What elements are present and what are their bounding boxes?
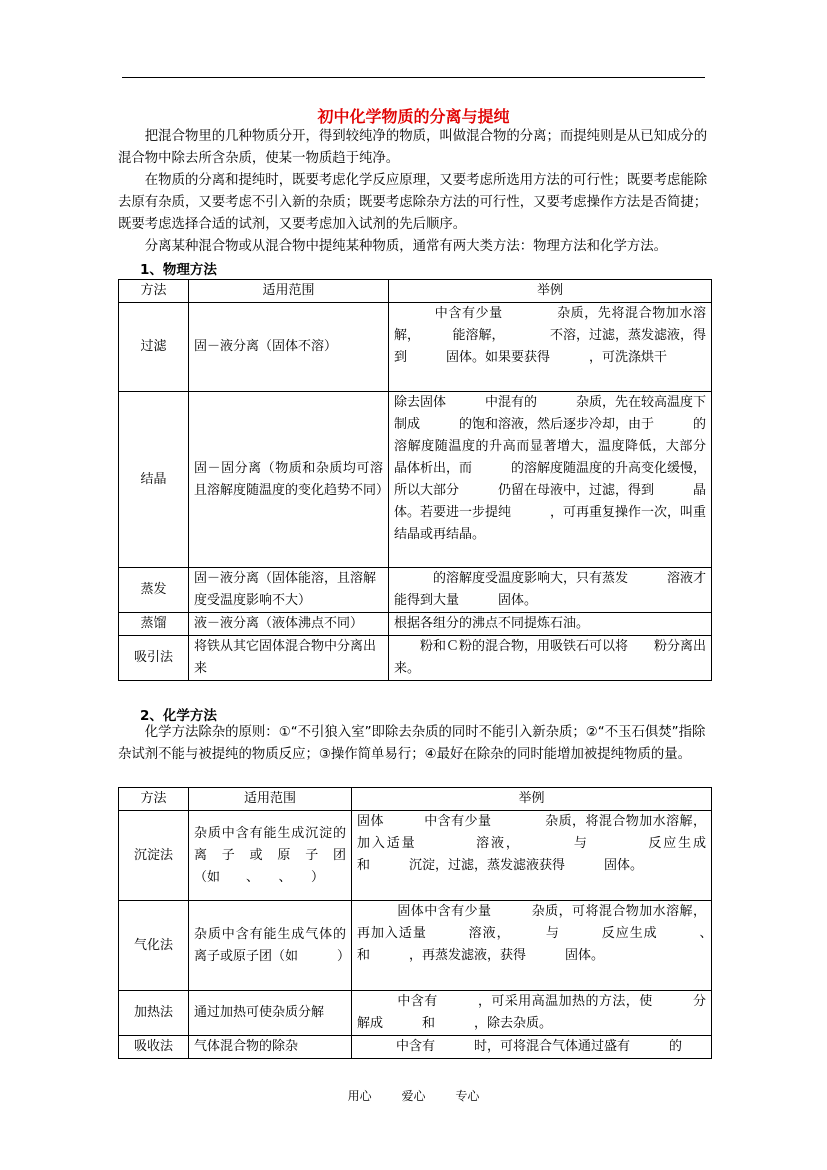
intro-paragraph-3: 分离某种混合物或从混合物中提纯某种物质，通常有两大类方法：物理方法和化学方法。: [144, 239, 668, 254]
example-cell: 中含有 ，可采用高温加热的方法，使 分解成 和 ，除去杂质。: [352, 991, 712, 1036]
table-row: [119, 568, 712, 613]
method-cell: 蒸馏: [119, 613, 189, 636]
example-cell: 中含有 时，可将混合气体通过盛有 的: [352, 1036, 712, 1059]
physical-methods-table: [118, 279, 746, 681]
method-cell: 加热法: [119, 991, 189, 1036]
scope-cell: 气体混合物的除杂: [189, 1036, 352, 1059]
header-example: 举例: [352, 788, 712, 811]
method-cell: 气化法: [119, 901, 189, 991]
header-scope: 适用范围: [189, 788, 352, 811]
table-row: [119, 392, 712, 568]
header-method: 方法: [119, 788, 189, 811]
page-title: 初中化学物质的分离与提纯: [317, 107, 510, 126]
table-row: [119, 303, 712, 392]
scope-cell: 杂质中含有能生成气体的离子或原子团（如 ）: [189, 901, 352, 991]
table-header-row: [119, 788, 712, 811]
footer-text-2: 爱心: [401, 1089, 426, 1103]
method-cell: 蒸发: [119, 568, 189, 613]
table-row: [119, 613, 712, 636]
example-cell: 粉和Ｃ粉的混合物，用吸铁石可以将 粉分离出来。: [389, 636, 712, 681]
table-row: [119, 991, 712, 1036]
example-cell: 中含有少量 杂质，先将混合物加水溶解， 能溶解， 不溶，过滤，蒸发滤液，得到 固体。如果要获得 ，可洗涤烘干: [389, 303, 712, 392]
section-heading-chemical: 2、化学方法: [140, 708, 217, 724]
scope-cell: 固－液分离（固体能溶，且溶解度受温度影响不大）: [189, 568, 389, 613]
table-header-row: [119, 280, 712, 303]
table-row: [119, 1036, 712, 1059]
table-row: [119, 811, 712, 901]
header-method: 方法: [119, 280, 189, 303]
header-example: 举例: [389, 280, 712, 303]
header-scope: 适用范围: [189, 280, 389, 303]
footer-text-3: 专心: [455, 1089, 480, 1103]
chemical-principle-paragraph: 化学方法除杂的原则：①“不引狼入室”即除去杂质的同时不能引入新杂质；②“不玉石俱焚”指除杂试剂不能与被提纯的物质反应；③操作简单易行；④最好在除杂的同时能增加被提纯物质的量。: [118, 725, 706, 762]
scope-cell: 固－液分离（固体不溶）: [189, 303, 389, 392]
example-cell: 固体中含有少量 杂质，可将混合物加水溶解，再加入适量 溶液， 与 反应生成 、 和 ，再蒸发滤液，获得 固体。: [352, 901, 712, 991]
page-footer: [0, 1087, 827, 1104]
intro-paragraph-1: 把混合物里的几种物质分开，得到较纯净的物质，叫做混合物的分离；而提纯则是从已知成分的混合物中除去所含杂质，使某一物质趋于纯净。: [118, 129, 708, 166]
scope-cell: 杂质中含有能生成沉淀的离子或原子团（如 、 、 ）: [189, 811, 352, 901]
header-rule: [122, 77, 705, 78]
table-row: [119, 901, 712, 991]
method-cell: 吸收法: [119, 1036, 189, 1059]
scope-cell: 固－固分离（物质和杂质均可溶且溶解度随温度的变化趋势不同）: [189, 392, 389, 568]
scope-cell: 通过加热可使杂质分解: [189, 991, 352, 1036]
chemical-methods-table: [118, 787, 746, 1059]
method-cell: 过滤: [119, 303, 189, 392]
method-cell: 结晶: [119, 392, 189, 568]
scope-cell: 将铁从其它固体混合物中分离出来: [189, 636, 389, 681]
scope-cell: 液－液分离（液体沸点不同）: [189, 613, 389, 636]
footer-text-1: 用心: [347, 1089, 372, 1103]
example-cell: 固体 中含有少量 杂质，将混合物加水溶解，加入适量 溶液， 与 反应生成 和 沉淀，过滤，蒸发滤液获得 固体。: [352, 811, 712, 901]
example-cell: 根据各组分的沸点不同提炼石油。: [389, 613, 712, 636]
method-cell: 吸引法: [119, 636, 189, 681]
table-row: [119, 636, 712, 681]
intro-paragraph-2: 在物质的分离和提纯时，既要考虑化学反应原理，又要考虑所选用方法的可行性；既要考虑能除去原有杂质，又要考虑不引入新的杂质；既要考虑除杂方法的可行性，又要考虑操作方法是否简捷；既要考虑选择合适的试剂，又要考虑加入试剂的先后顺序。: [118, 173, 708, 232]
example-cell: 除去固体 中混有的 杂质，先在较高温度下制成 的饱和溶液，然后逐步冷却，由于 的溶解度随温度的升高而显著增大，温度降低，大部分 晶体析出，而 的溶解度随温度的升高变化缓慢，所以大部分 仍留在母液中，过滤，得到 晶体。若要进一步提纯 ，可再重复操作一次，叫重结晶或再结晶。: [389, 392, 712, 568]
method-cell: 沉淀法: [119, 811, 189, 901]
example-cell: 的溶解度受温度影响大，只有蒸发 溶液才能得到大量 固体。: [389, 568, 712, 613]
section-heading-physical: 1、物理方法: [140, 262, 217, 278]
